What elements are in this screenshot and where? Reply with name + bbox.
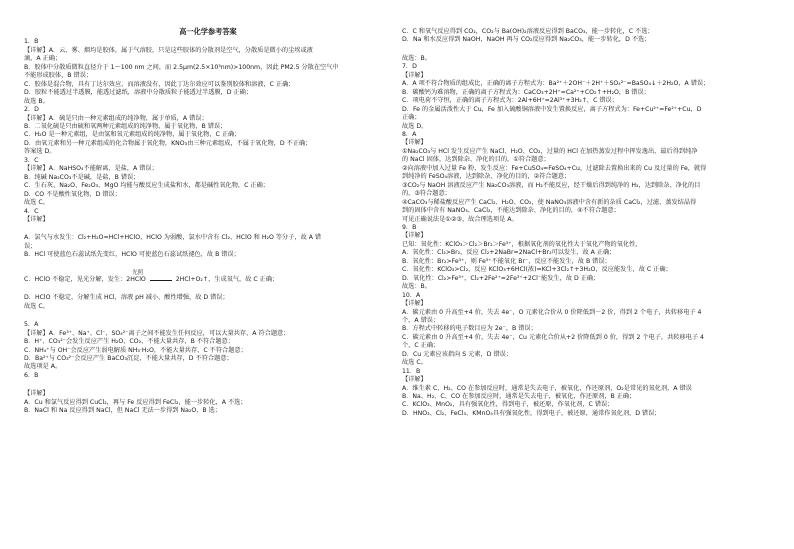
text-line: 【详解】A．NaHSO₄不能解离，是盐，A 错误；: [24, 165, 158, 173]
text-line: ③CO₂与 NaOH 溶液反应产生 Na₂CO₃溶液，而 H₂不能反应，经干燥后得到纯净的 H₂，达到除杂、净化的目: [402, 181, 701, 189]
text-line: A．Cu 和氯气反应得到 CuCl₂，再与 Fe 反应得到 FeCl₂，能一步转化，A 不选；: [24, 398, 247, 406]
text-line: C．生石灰、Na₂O、Fe₂O₃、MgO 均能与酸反应生成盐和水，都是碱性氧化物，C 正确；: [24, 182, 269, 190]
text-line: B．碳酸钙为难溶物，正确的离子方程式为：CaCO₃+2H⁺=Ca²⁺+CO₂↑+H₂O，B 错误；: [402, 88, 650, 96]
text-line: 个，A 错误；: [402, 316, 440, 324]
text-line: 4．C: [24, 207, 39, 215]
text-line: 【详解】A．云、雾、烟均是胶体，属于气溶胶，只是这些胶体的分散剂是空气，分散质是微小的尘埃或液: [24, 46, 313, 54]
text-line: B．HCl 可使蓝色石蕊试纸先变红，HClO 可使蓝色石蕊试纸褪色，故 B 错误；: [24, 251, 240, 259]
text-line: D．氧化性：Cl₂>Fe³⁺，Cl₂+2Fe²⁺=2Fe³⁺+2Cl⁻能发生，故 D 正确；: [402, 274, 600, 282]
text-line: 误；: [24, 242, 37, 250]
text-line: 故选 C。: [402, 359, 427, 367]
text-line: 3．C: [24, 156, 39, 164]
text-line: 个，C 正确；: [402, 342, 440, 350]
text-line: ①Na₂CO₃与 HCl 发生反应产生 NaCl、H₂O、CO₂，过量的 HCl 在加热蒸发过程中挥发逸出，最后得到纯净: [402, 147, 698, 155]
text-line: 故选 C。: [24, 302, 49, 310]
text-line: C．H₂O 是一种元素组，是由氢和氧元素组成的纯净物，属于氧化物，C 正确；: [24, 131, 241, 139]
text-line: C．项电荷不守恒，正确的离子方程式为：2Al+6H⁺=2Al³⁺+3H₂↑，C 错误；: [402, 97, 618, 105]
text-line: 9．B: [402, 223, 417, 231]
text-line: 1．B: [24, 38, 39, 46]
text-line: D．由氧元素和另一种元素组成的化合物属于氧化物，KNO₃由三种元素组成，不属于氧化物，D 不正确；: [24, 139, 312, 147]
text-line: D．胶粒不能透过半透膜，能透过滤纸，溶液中分散质粒子能透过半透膜，D 正确；: [24, 89, 253, 97]
text-line: 故选：B。: [402, 54, 431, 62]
text-line: 的 NaCl 固体，达到除杂、净化的目的，①符合题意；: [402, 156, 550, 164]
reaction-arrow: [150, 280, 172, 281]
text-line: C．氧化性：KClO₃>Cl₂，反应 KClO₃+6HCl(浓)=KCl+3Cl₂↑+3H₂O，反应能发生，故 C 正确；: [402, 266, 672, 274]
text-line: 故选：B。: [402, 283, 431, 291]
text-line: 6．B: [24, 371, 39, 379]
text-line: 已知：氧化性：KClO₃＞Cl₂＞Br₂＞Fe³⁺，根据氧化剂的氧化性大于氧化产物的氧化性，: [402, 240, 642, 248]
text-line: 2．D: [24, 106, 39, 114]
text-line: C．C 和氧气反应得到 CO₂，CO₂与 Ba(OH)₂溶液反应得到 BaCO₃，能一步转化，C 不选；: [402, 28, 654, 35]
text-line: A．A 项不符合物质的组成比，正确的离子方程式为：Ba²⁺＋2OH⁻＋2H⁺＋SO₄²⁻=BaSO₄↓＋2H₂O，A 错误；: [402, 80, 710, 88]
text-line: 故选 B。: [24, 97, 49, 105]
text-line: 到纯净的 FeSO₄溶液，达到除杂、净化的目的，②符合题意；: [402, 173, 571, 181]
text-line: 正确；: [402, 114, 421, 122]
text-line: D．HClO 不稳定，分解生成 HCl，溶液 pH 减小，酸性增强，故 D 错误；: [24, 294, 229, 302]
text-line: D．Fe 的金属活泼性大于 Cu，Fe 加入硫酸铜溶液中发生置换反应，离子方程式为：Fe+Cu²⁺=Fe²⁺+Cu，D: [402, 105, 702, 113]
text-line: 【详解】: [24, 390, 49, 398]
photolysis-equation: [24, 269, 392, 284]
text-line: C．碳元素由 0 升高至+4 价，失去 4e⁻，Cu 元素化合价从+2 价降低到 0 价，得到 2 个电子，共转移电子 4: [402, 333, 704, 341]
left-lines-part1: [24, 38, 392, 269]
text-line: A．氧化性：Cl₂>Br₂，反应 Cl₂+2NaBr=2NaCl+Br₂可以发生，故 A 正确；: [402, 249, 616, 257]
text-line: B．二氧化硫是只由硫和氧两种元素组成的纯净物，属于氧化物，B 错误；: [24, 122, 227, 130]
text-line: 到的固体中含有 NaNO₃、CaCl₂，不能达到除杂、净化的目的，④不符合题意；: [402, 207, 620, 215]
page-title: 高一化学参考答案: [179, 27, 237, 36]
text-line: 【详解】: [402, 139, 427, 147]
equation-suffix: 2HCl+O₂↑，生成氧气，故 C 正确；: [175, 275, 279, 283]
text-line: 11．B: [402, 367, 421, 375]
text-line: 8．A: [402, 130, 417, 138]
text-line: 10．A: [402, 291, 421, 299]
text-line: 【详解】: [402, 232, 427, 240]
text-line: C．胶体是混合物，具有丁达尔效应，而溶液没有，因此丁达尔效应可以鉴别胶体和溶液，C 正确；: [24, 80, 295, 88]
text-line: 不能形成胶体，B 错误；: [24, 72, 93, 80]
text-line: 7．D: [402, 63, 417, 71]
text-line: 5．A: [24, 321, 39, 329]
text-line: B．NaCl 和 Na 反应得到 NaCl，但 NaCl 无法一步得到 Na₂O，B 选；: [24, 407, 221, 415]
left-lines-part2: [24, 294, 392, 415]
text-line: B．方程式中转移的电子数目应为 2e⁻，B 错误；: [402, 325, 537, 333]
text-line: 故选 C。: [24, 199, 49, 207]
text-line: 答案选 D。: [24, 148, 56, 156]
text-line: D．Ba²⁺与 CO₃²⁻会反应产生 BaCO₃沉淀，不能大量共存，D 不符合题意；: [24, 354, 233, 362]
text-line: 故选 D。: [402, 122, 428, 130]
text-line: A．碳元素由 0 升高至+4 价，失去 4e⁻，O 元素化合价从 0 价降低到－2 价，得到 2 个电子，共转移电子 4: [402, 308, 702, 316]
text-line: D．CO 不是酸性氧化物，D 错误；: [24, 190, 121, 198]
text-line: 【详解】A．硫是只由一种元素组成的纯净物，属于单质，A 错误；: [24, 114, 208, 122]
text-line: 可见正确说法是①②③，故合理选项是 A。: [402, 215, 518, 223]
text-line: 滴，A 正确；: [24, 55, 62, 63]
text-line: D．Cu 元素应该指向 S 元素，D 错误；: [402, 350, 513, 358]
text-line: ④CaCO₃与稀盐酸反应产生 CaCl₂、H₂O、CO₂，使 NaNO₃溶液中含有新的杂质 CaCl₂，过滤、蒸发结晶得: [402, 198, 697, 206]
text-line: D．HNO₃、Cl₂、FeCl₃、KMnO₄具有强氧化性，得到电子，被还原，通常作氧化剂，D 错误；: [402, 409, 661, 417]
text-line: C．KClO₃、MnO₂，具有强氧化性，得到电子，被还原，作氧化剂，C 错误；: [402, 401, 614, 409]
text-line: 【详解】: [24, 215, 49, 223]
text-line: D．Na 和水反应得到 NaOH，NaOH 再与 CO₂反应得到 Na₂CO₃，能一步转化，D 不选；: [402, 36, 651, 44]
text-line: ②向溶液中加入过量 Fe 粉，发生反应：Fe+CuSO₄=FeSO₄+Cu，过滤除去置换出来的 Cu 及过量的 Fe，就得: [402, 164, 707, 172]
text-line: B．氧化性：Br₂>Fe³⁺，则 Fe³⁺不能氧化 Br⁻，反应不能发生，故 B 错误；: [402, 257, 611, 265]
right-column: [402, 28, 770, 540]
text-line: 【详解】: [402, 71, 427, 79]
equation-prefix: C．HClO 不稳定，见光分解，发生：2HClO: [24, 275, 146, 283]
right-lines: [402, 28, 770, 418]
text-line: B．纯碱 Na₂CO₃不是碱，是盐，B 错误；: [24, 173, 140, 181]
text-line: B．胶体中分散质微粒直径介于 1～100 nm 之间，而 2.5μm(2.5×10³nm)>100nm，因此 PM2.5 分散在空气中: [24, 63, 339, 71]
text-line: 故选项是 A。: [24, 363, 62, 371]
text-line: A．氯气与水发生：Cl₂+H₂O=HCl+HClO，HClO 为弱酸，氯水中含有 Cl₂、HClO 和 H₂O 等分子，故 A 错: [24, 234, 322, 242]
text-line: B．H⁺、CO₃²⁻会发生反应产生 H₂O、CO₂，不能大量共存，B 不符合题意；: [24, 338, 234, 346]
text-line: C．NH₄⁺与 OH⁻会反应产生弱电解质 NH₃·H₂O，不能大量共存，C 不符合题意；: [24, 346, 247, 354]
left-column: [24, 28, 392, 540]
text-line: A．维生素 C、H₂、CO 在参加反应时，通常是失去电子，被氧化，作还原剂，O₂是常见的氧化剂，A 错误: [402, 384, 692, 392]
text-line: 【详解】: [402, 300, 427, 308]
text-line: B．Na、H₂、C、CO 在参加反应时，通常是失去电子，被氧化，作还原剂，B 正确；: [402, 393, 636, 401]
text-line: 【详解】: [402, 376, 427, 384]
text-line: 的，③符合题意；: [402, 190, 451, 198]
condition-label: 光照: [132, 269, 144, 276]
text-line: 【详解】A．Fe³⁺、Na⁺、Cl⁻、SO₄²⁻离子之间不能发生任何反应，可以大量共存，A 符合题意；: [24, 329, 290, 337]
